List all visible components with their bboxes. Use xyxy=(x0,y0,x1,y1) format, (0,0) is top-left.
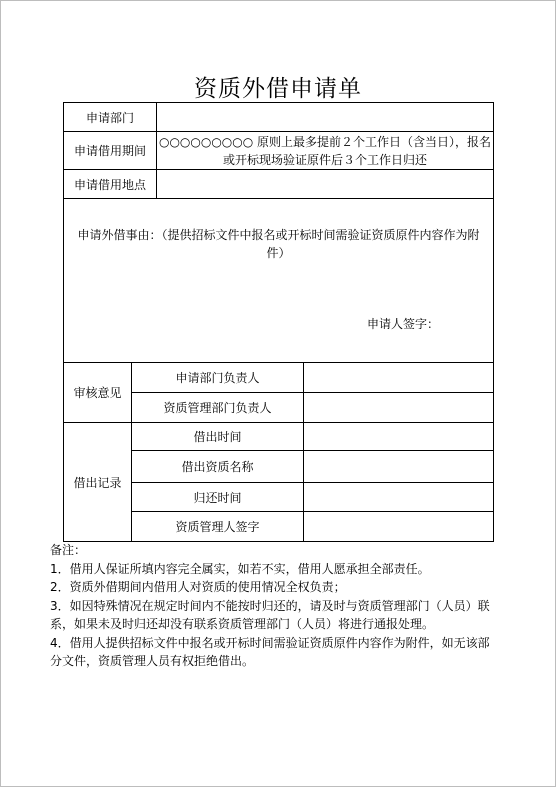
note-item-2: 2．资质外借期间内借用人对资质的使用情况全权负责； xyxy=(50,580,346,594)
period-label: 申请借用期间 xyxy=(64,132,157,170)
lending-label: 借出记录 xyxy=(64,423,132,542)
manager-signature-value[interactable] xyxy=(304,512,494,542)
application-form-table xyxy=(63,102,494,542)
note-item-1: 1．借用人保证所填内容完全属实，如若不实，借用人愿承担全部责任。 xyxy=(50,561,430,576)
form-title: 资质外借申请单 xyxy=(194,76,362,102)
return-time-label: 归还时间 xyxy=(132,483,304,512)
review-dept-head-value[interactable] xyxy=(304,363,494,393)
period-line-1: ○○○○○○○○○ 原则上最多提前２个工作日（含当日），报名 xyxy=(158,134,492,149)
period-value-cell[interactable] xyxy=(157,132,494,170)
location-label: 申请借用地点 xyxy=(64,170,157,199)
lend-qualification-name-label: 借出资质名称 xyxy=(132,451,304,483)
review-dept-head-label: 申请部门负责人 xyxy=(132,363,304,393)
reason-cell[interactable] xyxy=(64,199,494,363)
lend-time-label: 借出时间 xyxy=(132,423,304,451)
note-item-3: 3．如因特殊情况在规定时间内不能按时归还的，请及时与资质管理部门（人员）联系，如果未及时归还却没有联系资质管理部门（人员）将进行通报处理。 xyxy=(50,598,490,631)
return-time-value[interactable] xyxy=(304,483,494,512)
signer-label: 申请人签字： xyxy=(367,317,440,331)
notes-section xyxy=(50,541,500,671)
review-label: 审核意见 xyxy=(64,363,132,423)
location-value-cell[interactable] xyxy=(157,170,494,199)
lend-time-value[interactable] xyxy=(304,423,494,451)
reason-text: 申请外借事由：（提供招标文件中报名或开标时间需验证资质原件内容作为附件） xyxy=(77,228,480,260)
review-qualification-head-label: 资质管理部门负责人 xyxy=(132,393,304,423)
review-qualification-head-value[interactable] xyxy=(304,393,494,423)
lend-qualification-name-value[interactable] xyxy=(304,451,494,483)
period-line-2: 或开标现场验证原件后３个工作日归还 xyxy=(223,152,428,167)
dept-label: 申请部门 xyxy=(64,103,157,132)
dept-value-cell[interactable] xyxy=(157,103,494,132)
note-item-4: 4．借用人提供招标文件中报名或开标时间需验证资质原件内容作为附件，如无该部分文件，资质管理人员有权拒绝借出。 xyxy=(50,635,490,668)
manager-signature-label: 资质管理人签字 xyxy=(132,512,304,542)
notes-heading: 备注： xyxy=(50,543,87,557)
